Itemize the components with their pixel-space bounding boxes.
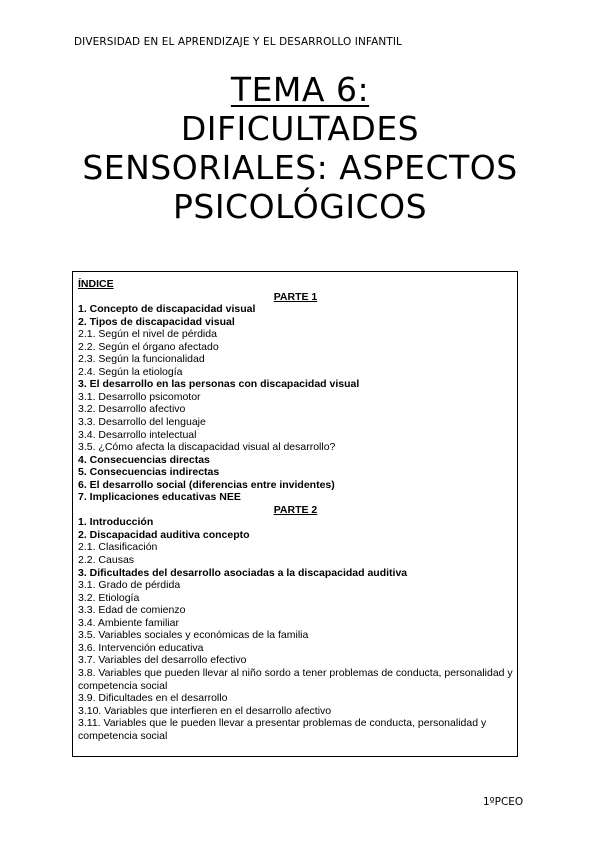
index-section-item: 2. Tipos de discapacidad visual <box>78 315 235 328</box>
index-subsection-item: 3.3. Desarrollo del lenguaje <box>78 416 206 429</box>
title-line-2: SENSORIALES: ASPECTOS <box>82 148 518 187</box>
topic-number: TEMA 6: <box>230 70 370 109</box>
title-line-1: DIFICULTADES <box>180 109 420 148</box>
index-subsection-item: 3.5. Variables sociales y económicas de la familia <box>78 629 309 642</box>
index-subsection-item: 2.4. Según la etiología <box>78 365 183 378</box>
index-subsection-item: 2.3. Según la funcionalidad <box>78 353 205 366</box>
index-heading: ÍNDICE <box>78 278 114 290</box>
index-section-item: 2. Discapacidad auditiva concepto <box>78 528 250 541</box>
index-subsection-item: 3.4. Ambiente familiar <box>78 616 179 629</box>
index-section-item: 5. Consecuencias indirectas <box>78 466 220 479</box>
index-subsection-item: 2.1. Clasificación <box>78 541 158 554</box>
index-subsection-item: 3.7. Variables del desarrollo efectivo <box>78 654 247 667</box>
index-subsection-item: 3.2. Desarrollo afectivo <box>78 403 186 416</box>
part-heading-1: PARTE 1 <box>273 290 318 303</box>
index-section-item: 6. El desarrollo social (diferencias entre invidentes) <box>78 478 335 491</box>
part-heading-2: PARTE 2 <box>273 503 318 516</box>
index-subsection-item: 3.10. Variables que interfieren en el desarrollo afectivo <box>78 704 332 717</box>
index-subsection-item: 2.1. Según el nivel de pérdida <box>78 328 217 341</box>
index-section-item: 3. Dificultades del desarrollo asociadas a la discapacidad auditiva <box>78 566 408 579</box>
index-subsection-item: 3.1. Desarrollo psicomotor <box>78 390 201 403</box>
index-subsection-item: 2.2. Causas <box>78 554 135 567</box>
index-subsection-item: 3.5. ¿Cómo afecta la discapacidad visual al desarrollo? <box>78 441 336 454</box>
index-subsection-item: 3.9. Dificultades en el desarrollo <box>78 692 228 705</box>
index-subsection-item: 3.3. Edad de comienzo <box>78 604 186 617</box>
document-title <box>0 70 600 226</box>
index-subsection-item: 3.6. Intervención educativa <box>78 641 204 654</box>
title-line-3: PSICOLÓGICOS <box>172 187 428 226</box>
index-section-item: 7. Implicaciones educativas NEE <box>78 491 241 504</box>
index-section-item: 3. El desarrollo en las personas con discapacidad visual <box>78 378 360 391</box>
index-subsection-item: 3.2. Etiología <box>78 591 140 604</box>
index-section-item: 1. Concepto de discapacidad visual <box>78 303 256 316</box>
index-subsection-item: 3.11. Variables que le pueden llevar a presentar problemas de conducta, personalidad y competencia social <box>78 717 487 742</box>
document-header: DIVERSIDAD EN EL APRENDIZAJE Y EL DESARROLLO INFANTIL <box>74 36 402 48</box>
index-subsection-item: 3.1. Grado de pérdida <box>78 579 181 592</box>
index-subsection-item: 2.2. Según el órgano afectado <box>78 340 219 353</box>
index-box <box>72 271 518 757</box>
course-label: 1ºPCEO <box>483 796 524 808</box>
index-section-item: 1. Introducción <box>78 516 154 529</box>
index-subsection-item: 3.4. Desarrollo intelectual <box>78 428 197 441</box>
index-section-item: 4. Consecuencias directas <box>78 453 210 466</box>
index-subsection-item: 3.8. Variables que pueden llevar al niño sordo a tener problemas de conducta, personalidad y competencia social <box>78 666 513 692</box>
